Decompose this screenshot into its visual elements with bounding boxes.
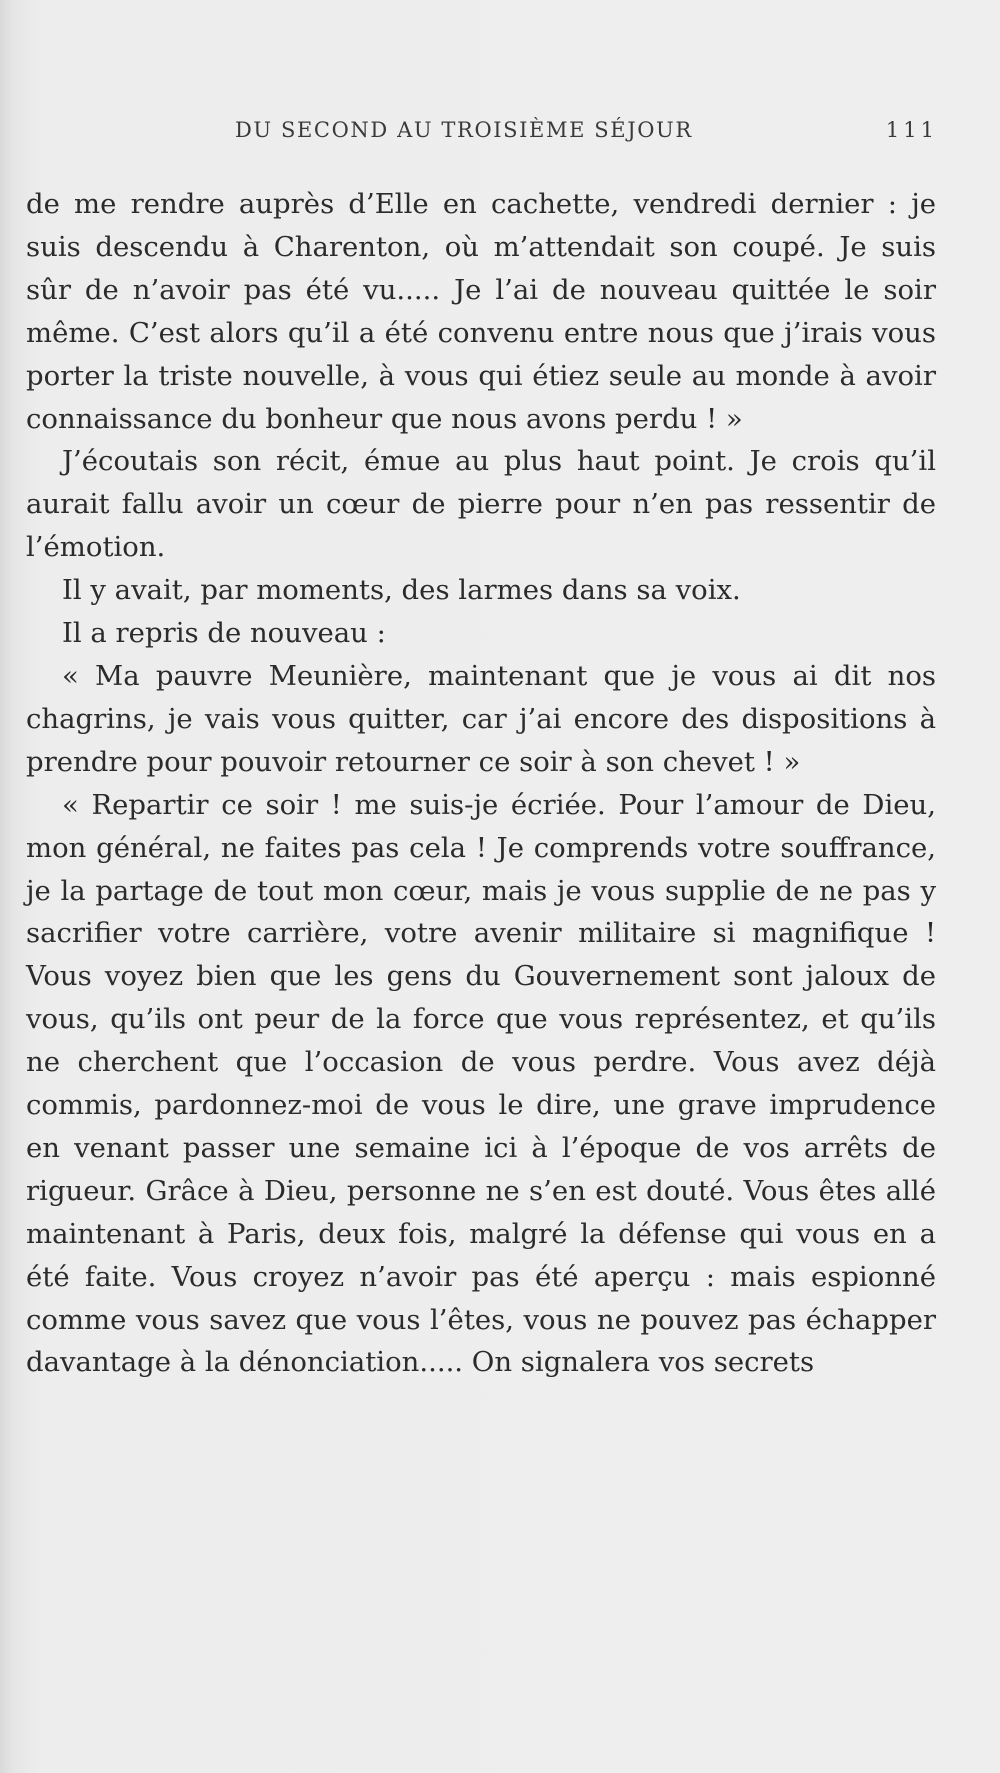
paragraph: « Repartir ce soir ! me suis-je écriée. Pour l’amour de Dieu, mon général, ne faites pas cela ! Je comprends votre souffrance, je la partage de tout mon cœur, mais je vous supplie de ne pas y sacrifier votre carrière, votre avenir militaire si magnifique ! Vous voyez bien que les gens du Gouvernement sont jaloux de vous, qu’ils ont peur de la force que vous représentez, et qu’ils ne cherchent que l’occasion de vous perdre. Vous avez déjà commis, pardonnez-moi de vous le dire, une grave imprudence en venant passer une semaine ici à l’époque de vos arrêts de rigueur. Grâce à Dieu, personne ne s’en est douté. Vous êtes allé maintenant à Paris, deux fois, malgré la défense qui vous en a été faite. Vous croyez n’avoir pas été aperçu : mais espionné comme vous savez que vous l’êtes, vous ne pouvez pas échapper davantage à la dénonciation..... On signalera vos secrets (26, 788, 936, 1379)
page-number: 111 (885, 118, 938, 142)
paragraph: Il y avait, par moments, des larmes dans sa voix. (62, 574, 741, 607)
running-title: DU SECOND AU TROISIÈME SÉJOUR (235, 118, 693, 142)
paragraph: « Ma pauvre Meunière, maintenant que je vous ai dit nos chagrins, je vais vous quitter, car j’ai encore des dispositions à prendre pour pouvoir retourner ce soir à son chevet ! » (26, 659, 936, 778)
paragraph-continuation: de me rendre auprès d’Elle en cachette, vendredi dernier : je suis descendu à Charenton, où m’attendait son coupé. Je suis sûr de n’avoir pas été vu..... Je l’ai de nouveau quittée le soir même. C’est alors qu’il a été convenu entre nous que j’irais vous porter la triste nouvelle, à vous qui étiez seule au monde à avoir connaissance du bonheur que nous avons perdu ! » (26, 188, 936, 435)
page-header (0, 118, 1000, 148)
paragraph: Il a repris de nouveau : (62, 617, 386, 650)
paragraph: J’écoutais son récit, émue au plus haut point. Je crois qu’il aurait fallu avoir un cœur de pierre pour n’en pas ressentir de l’émotion. (26, 445, 936, 564)
body-text (26, 183, 936, 1384)
